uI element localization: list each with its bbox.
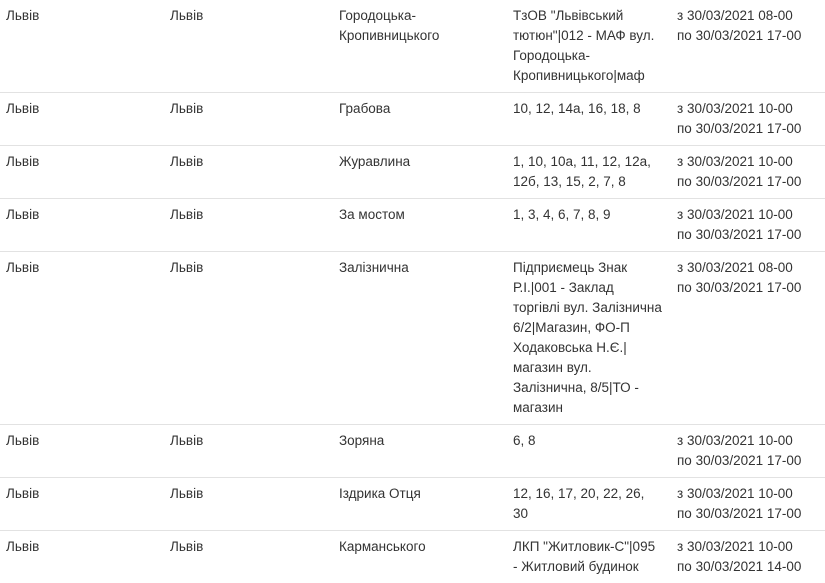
cell-houses: Підприємець Знак Р.І.|001 - Заклад торгівлі вул. Залізнична 6/2|Магазин, ФО-П Ходаковська Н.Є.|магазин вул. Залізнична, 8/5|ТО - магазин bbox=[507, 252, 671, 425]
cell-street: Зоряна bbox=[333, 425, 507, 478]
period-to: по 30/03/2021 17-00 bbox=[677, 278, 825, 298]
cell-street: Карманського bbox=[333, 531, 507, 583]
cell-city: Львів bbox=[0, 0, 164, 93]
period-from: з 30/03/2021 10-00 bbox=[677, 484, 825, 504]
cell-city: Львів bbox=[0, 531, 164, 583]
table-row bbox=[0, 252, 825, 425]
cell-street: Іздрика Отця bbox=[333, 478, 507, 531]
cell-houses: 12, 16, 17, 20, 22, 26, 30 bbox=[507, 478, 671, 531]
cell-period bbox=[671, 0, 825, 93]
cell-city: Львів bbox=[0, 252, 164, 425]
period-to: по 30/03/2021 17-00 bbox=[677, 172, 825, 192]
cell-locality: Львів bbox=[164, 252, 333, 425]
cell-houses: 1, 10, 10а, 11, 12, 12а, 12б, 13, 15, 2, 7, 8 bbox=[507, 146, 671, 199]
cell-locality: Львів bbox=[164, 93, 333, 146]
period-to: по 30/03/2021 17-00 bbox=[677, 451, 825, 471]
period-from: з 30/03/2021 10-00 bbox=[677, 431, 825, 451]
cell-locality: Львів bbox=[164, 199, 333, 252]
table-row bbox=[0, 146, 825, 199]
cell-period bbox=[671, 531, 825, 583]
table-row bbox=[0, 93, 825, 146]
cell-period bbox=[671, 425, 825, 478]
cell-houses: ТзОВ "Львівський тютюн"|012 - МАФ вул. Городоцька-Кропивницького|маф bbox=[507, 0, 671, 93]
cell-period bbox=[671, 478, 825, 531]
period-to: по 30/03/2021 17-00 bbox=[677, 119, 825, 139]
period-to: по 30/03/2021 17-00 bbox=[677, 504, 825, 524]
cell-street: Грабова bbox=[333, 93, 507, 146]
cell-period bbox=[671, 199, 825, 252]
cell-period bbox=[671, 146, 825, 199]
cell-street: Залізнична bbox=[333, 252, 507, 425]
table-row bbox=[0, 478, 825, 531]
period-from: з 30/03/2021 10-00 bbox=[677, 152, 825, 172]
table-row bbox=[0, 531, 825, 583]
table-row bbox=[0, 425, 825, 478]
period-from: з 30/03/2021 10-00 bbox=[677, 205, 825, 225]
period-from: з 30/03/2021 08-00 bbox=[677, 258, 825, 278]
cell-locality: Львів bbox=[164, 146, 333, 199]
cell-houses: 10, 12, 14а, 16, 18, 8 bbox=[507, 93, 671, 146]
cell-locality: Львів bbox=[164, 531, 333, 583]
cell-city: Львів bbox=[0, 425, 164, 478]
period-to: по 30/03/2021 14-00 bbox=[677, 557, 825, 577]
period-from: з 30/03/2021 10-00 bbox=[677, 99, 825, 119]
cell-locality: Львів bbox=[164, 0, 333, 93]
cell-street: Журавлина bbox=[333, 146, 507, 199]
cell-houses: 6, 8 bbox=[507, 425, 671, 478]
table-row bbox=[0, 199, 825, 252]
cell-street: Городоцька-Кропивницького bbox=[333, 0, 507, 93]
table-row bbox=[0, 0, 825, 93]
cell-period bbox=[671, 252, 825, 425]
cell-city: Львів bbox=[0, 478, 164, 531]
period-to: по 30/03/2021 17-00 bbox=[677, 26, 825, 46]
cell-city: Львів bbox=[0, 146, 164, 199]
cell-period bbox=[671, 93, 825, 146]
cell-houses: 1, 3, 4, 6, 7, 8, 9 bbox=[507, 199, 671, 252]
period-to: по 30/03/2021 17-00 bbox=[677, 225, 825, 245]
cell-street: За мостом bbox=[333, 199, 507, 252]
period-from: з 30/03/2021 08-00 bbox=[677, 6, 825, 26]
cell-locality: Львів bbox=[164, 478, 333, 531]
cell-houses: ЛКП "Житловик-С"|095 - Житловий будинок bbox=[507, 531, 671, 583]
period-from: з 30/03/2021 10-00 bbox=[677, 537, 825, 557]
cell-locality: Львів bbox=[164, 425, 333, 478]
cell-city: Львів bbox=[0, 199, 164, 252]
cell-city: Львів bbox=[0, 93, 164, 146]
